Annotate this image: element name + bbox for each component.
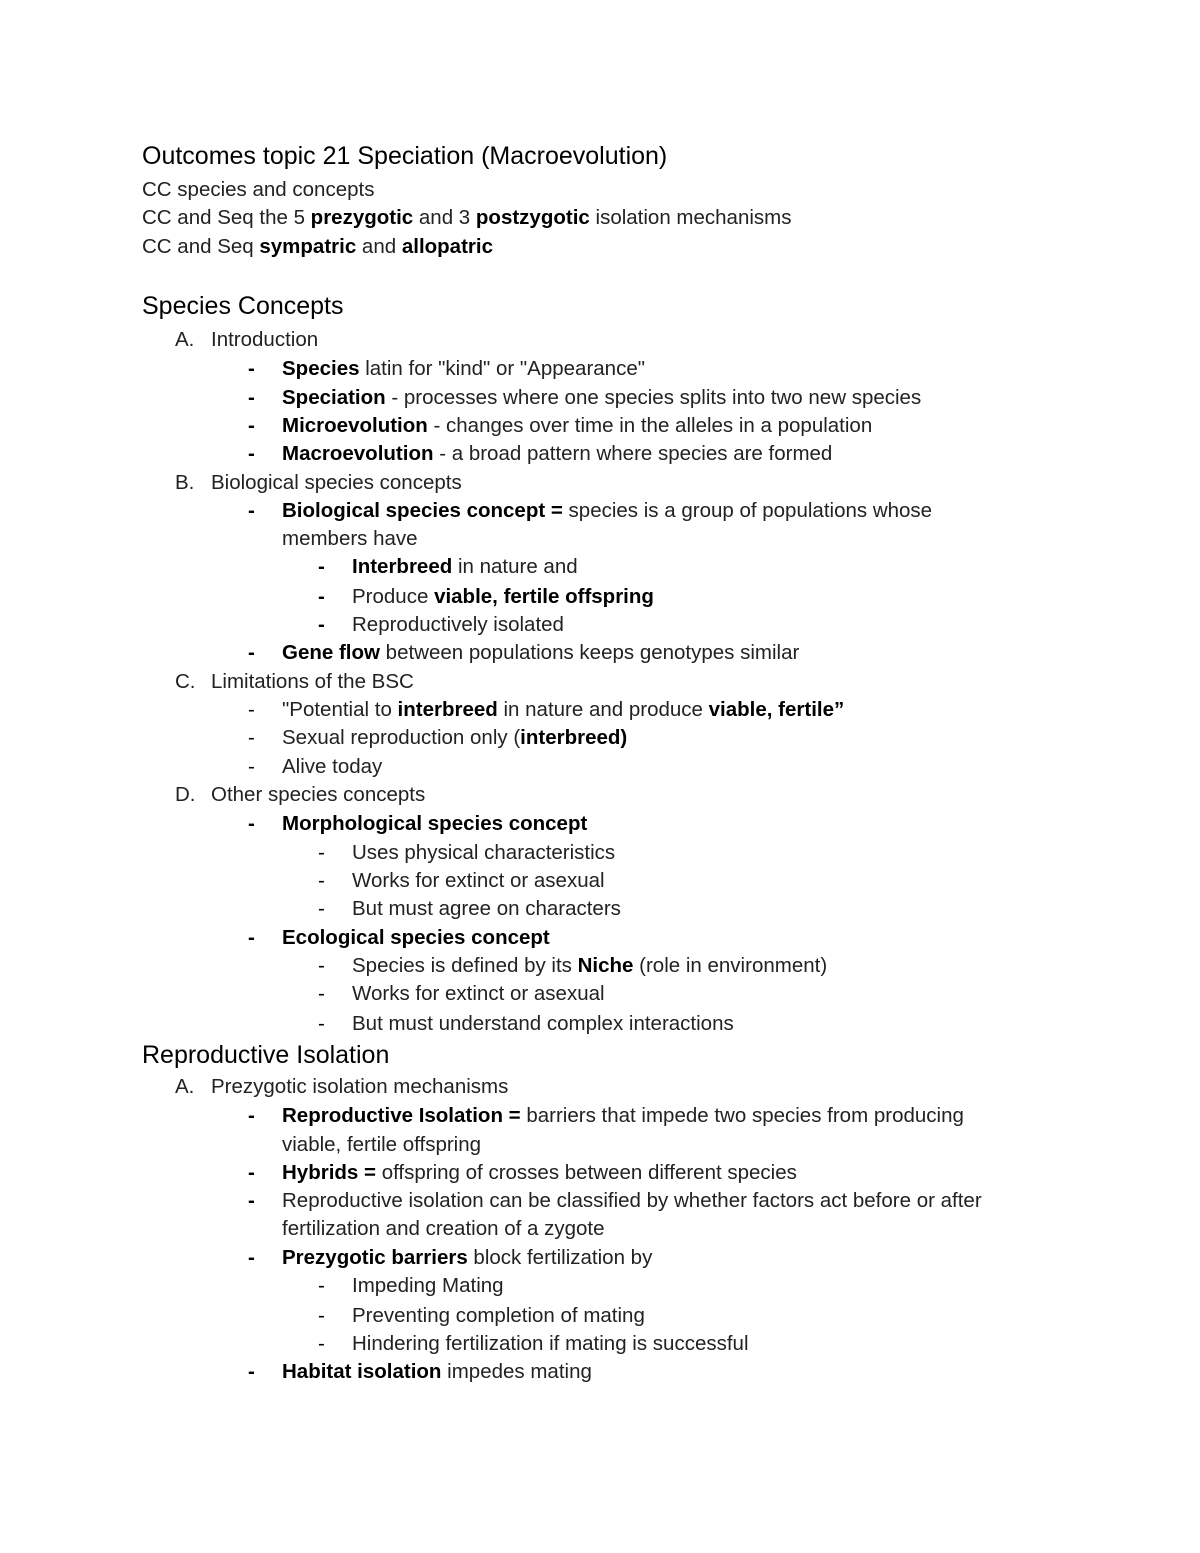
list-dash-marker: - — [318, 1332, 325, 1355]
text-line — [282, 1131, 481, 1159]
bold-term: sympatric — [259, 235, 357, 258]
bold-term: Macroevolution — [282, 442, 434, 465]
text-line — [282, 1215, 605, 1243]
bold-term: Hybrids = — [282, 1161, 376, 1184]
list-dash-marker: - — [248, 755, 255, 778]
text-line — [175, 1073, 509, 1101]
bold-term: Interbreed — [352, 555, 453, 578]
text-segment: Biological species concepts — [211, 471, 462, 494]
section-heading — [142, 140, 667, 172]
text-line — [248, 412, 873, 440]
bold-term: viable, fertile” — [708, 698, 845, 721]
text-segment: Reproductive isolation can be classified by whether factors act before or after — [282, 1189, 982, 1212]
text-segment: latin for "kind" or "Appearance" — [359, 357, 646, 380]
text-line — [282, 525, 418, 553]
text-segment: But must agree on characters — [352, 897, 621, 920]
list-letter-marker: B. — [175, 471, 195, 494]
text-segment: Uses physical characteristics — [352, 841, 616, 864]
text-line — [248, 1187, 982, 1215]
list-dash-marker: - — [318, 954, 325, 977]
text-line — [175, 469, 462, 497]
text-segment: Limitations of the BSC — [211, 670, 414, 693]
text-line — [248, 384, 922, 412]
text-segment: CC species and concepts — [142, 178, 375, 201]
text-line — [318, 583, 654, 611]
text-line — [248, 639, 800, 667]
text-line — [142, 176, 374, 204]
text-segment: members have — [282, 527, 418, 550]
text-segment: Outcomes topic 21 Speciation (Macroevolution) — [142, 142, 668, 170]
text-segment: - processes where one species splits into two new species — [385, 386, 922, 409]
text-segment: fertilization and creation of a zygote — [282, 1217, 605, 1240]
text-line — [248, 1244, 653, 1272]
list-dash-marker: - — [318, 841, 325, 864]
text-segment: Preventing completion of mating — [352, 1304, 645, 1327]
list-dash-marker: - — [318, 982, 325, 1005]
text-segment: species is a group of populations whose — [562, 499, 933, 522]
list-dash-marker: - — [248, 414, 255, 437]
bold-term: Morphological species concept — [282, 812, 588, 835]
list-dash-marker: - — [318, 555, 325, 578]
list-dash-marker: - — [248, 812, 255, 835]
list-dash-marker: - — [248, 1189, 255, 1212]
bold-term: Microevolution — [282, 414, 428, 437]
list-dash-marker: - — [248, 1360, 255, 1383]
list-dash-marker: - — [248, 641, 255, 664]
text-line — [248, 440, 833, 468]
bold-term: prezygotic — [310, 206, 414, 229]
bold-term: viable, fertile offspring — [434, 585, 654, 608]
list-letter-marker: A. — [175, 328, 195, 351]
text-segment: Alive today — [282, 755, 383, 778]
bold-term: Ecological species concept — [282, 926, 550, 949]
text-segment: block fertilization by — [467, 1246, 653, 1269]
list-dash-marker: - — [318, 1304, 325, 1327]
section-heading — [142, 290, 344, 322]
text-segment: - a broad pattern where species are formed — [433, 442, 833, 465]
list-dash-marker: - — [248, 926, 255, 949]
text-segment: But must understand complex interactions — [352, 1012, 734, 1035]
text-line — [248, 696, 845, 724]
list-dash-marker: - — [248, 726, 255, 749]
text-line — [248, 497, 933, 525]
list-dash-marker: - — [318, 1012, 325, 1035]
text-segment: Impeding Mating — [352, 1274, 504, 1297]
text-segment: between populations keeps genotypes similar — [379, 641, 800, 664]
text-line — [318, 611, 564, 639]
text-segment: Introduction — [211, 328, 319, 351]
list-dash-marker: - — [318, 1274, 325, 1297]
text-line — [248, 1159, 797, 1187]
text-segment: Works for extinct or asexual — [352, 869, 605, 892]
text-segment: in nature and — [452, 555, 578, 578]
text-segment: CC and Seq the 5 — [142, 206, 311, 229]
text-segment: and — [356, 235, 402, 258]
list-letter-marker: A. — [175, 1075, 195, 1098]
text-segment: (role in environment) — [633, 954, 828, 977]
list-dash-marker: - — [248, 1246, 255, 1269]
list-dash-marker: - — [248, 442, 255, 465]
text-line — [248, 924, 550, 952]
list-dash-marker: - — [318, 585, 325, 608]
text-segment: viable, fertile offspring — [282, 1133, 482, 1156]
text-segment: - changes over time in the alleles in a population — [427, 414, 873, 437]
bold-term: Gene flow — [282, 641, 380, 664]
text-segment: Hindering fertilization if mating is successful — [352, 1332, 749, 1355]
bold-term: Species — [282, 357, 360, 380]
text-line — [142, 204, 791, 232]
text-line — [318, 553, 578, 581]
text-line — [175, 326, 319, 354]
bold-term: Niche — [577, 954, 634, 977]
text-segment: in nature and produce — [497, 698, 709, 721]
text-line — [318, 1010, 734, 1038]
text-line — [318, 980, 605, 1008]
list-letter-marker: D. — [175, 783, 196, 806]
bold-term: postzygotic — [475, 206, 590, 229]
text-line — [318, 1302, 645, 1330]
list-dash-marker: - — [248, 1104, 255, 1127]
text-line — [248, 724, 628, 752]
text-segment: Species Concepts — [142, 292, 344, 320]
text-segment: Sexual reproduction only ( — [282, 726, 521, 749]
list-dash-marker: - — [318, 613, 325, 636]
text-line — [318, 1330, 749, 1358]
text-segment: isolation mechanisms — [589, 206, 792, 229]
text-segment: barriers that impede two species from producing — [520, 1104, 964, 1127]
text-line — [318, 952, 828, 980]
text-line — [175, 668, 414, 696]
list-letter-marker: C. — [175, 670, 196, 693]
text-segment: CC and Seq — [142, 235, 260, 258]
text-segment: Produce — [352, 585, 435, 608]
text-segment: "Potential to — [282, 698, 398, 721]
text-line — [248, 355, 646, 383]
text-line — [318, 839, 616, 867]
text-segment: Other species concepts — [211, 783, 426, 806]
text-segment: Prezygotic isolation mechanisms — [211, 1075, 509, 1098]
list-dash-marker: - — [318, 869, 325, 892]
text-segment: and 3 — [413, 206, 476, 229]
bold-term: Speciation — [282, 386, 386, 409]
bold-term: Reproductive Isolation = — [282, 1104, 521, 1127]
bold-term: interbreed) — [520, 726, 628, 749]
text-line — [318, 895, 621, 923]
text-line — [248, 1358, 592, 1386]
list-dash-marker: - — [248, 698, 255, 721]
bold-term: Prezygotic barriers — [282, 1246, 468, 1269]
text-segment: offspring of crosses between different species — [376, 1161, 797, 1184]
text-segment: Species is defined by its — [352, 954, 578, 977]
bold-term: allopatric — [401, 235, 493, 258]
text-line — [248, 810, 588, 838]
bold-term: Biological species concept = — [282, 499, 563, 522]
text-line — [318, 867, 605, 895]
list-dash-marker: - — [248, 386, 255, 409]
text-segment: Reproductive Isolation — [142, 1041, 390, 1069]
text-line — [248, 1102, 964, 1130]
text-segment: impedes mating — [441, 1360, 592, 1383]
list-dash-marker: - — [248, 357, 255, 380]
list-dash-marker: - — [318, 897, 325, 920]
section-heading — [142, 1039, 389, 1071]
bold-term: Habitat isolation — [282, 1360, 442, 1383]
text-line — [142, 233, 493, 261]
list-dash-marker: - — [248, 499, 255, 522]
text-segment: Reproductively isolated — [352, 613, 564, 636]
text-line — [248, 753, 383, 781]
bold-term: interbreed — [397, 698, 498, 721]
text-segment: Works for extinct or asexual — [352, 982, 605, 1005]
text-line — [175, 781, 426, 809]
text-line — [318, 1272, 504, 1300]
list-dash-marker: - — [248, 1161, 255, 1184]
